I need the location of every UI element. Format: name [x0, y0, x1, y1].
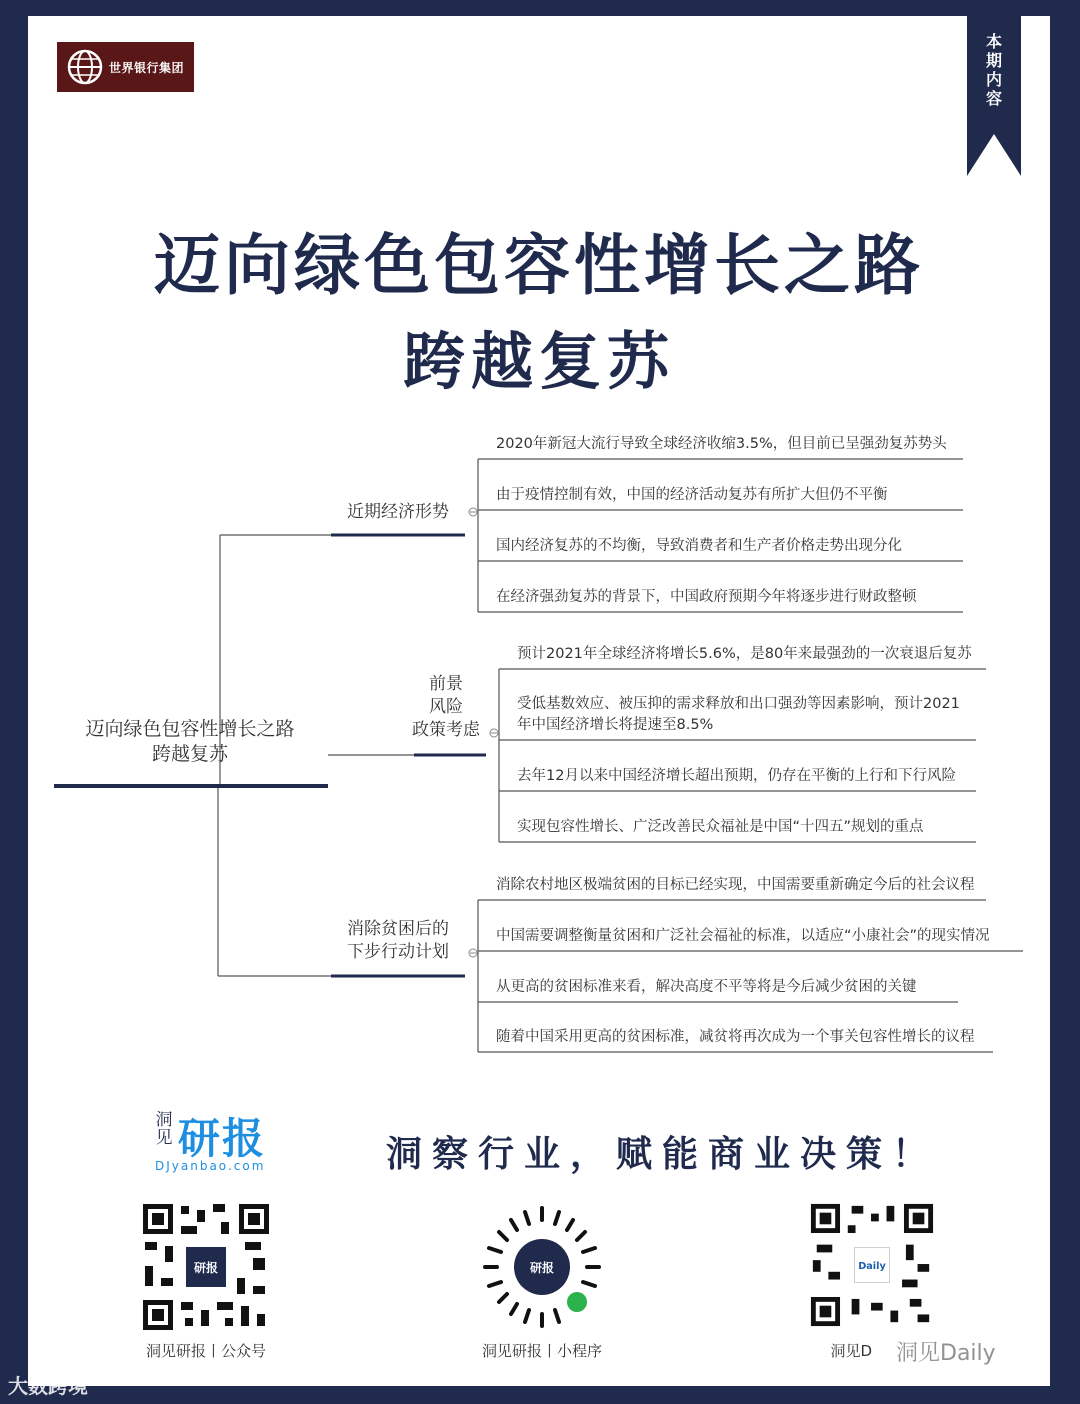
- qr-label: 洞见研报丨小程序: [481, 1342, 602, 1360]
- qr-center-text: 研报: [529, 1261, 555, 1275]
- mindmap-root: [66, 717, 314, 767]
- qr-code-icon[interactable]: [141, 1202, 271, 1332]
- bookmark-char: 期: [985, 51, 1002, 70]
- qr-label: 洞见研报丨公众号: [145, 1342, 266, 1360]
- list-item-line: 受低基数效应、被压抑的需求释放和出口强劲等因素影响，预计2021: [517, 696, 960, 712]
- qr-center-text: 研报: [193, 1261, 219, 1275]
- root-line: 迈向绿色包容性增长之路: [85, 718, 295, 740]
- list-item: 在经济强劲复苏的背景下，中国政府预期今年将逐步进行财政整顿: [496, 589, 917, 605]
- list-item: 2020年新冠大流行导致全球经济收缩3.5%，但目前已呈强劲复苏势头: [496, 436, 947, 452]
- qr-center-text: Daily: [858, 1260, 886, 1272]
- branch-outlook: [396, 673, 496, 742]
- list-item: 实现包容性增长、广泛改善民众福祉是中国“十四五”规划的重点: [517, 819, 924, 835]
- brand-url[interactable]: DJyanbao.com: [155, 1159, 266, 1173]
- branch-label: 前景: [429, 674, 463, 694]
- mini-program-code-icon[interactable]: [477, 1202, 607, 1332]
- list-item-line: 年中国经济增长将提速至8.5%: [517, 717, 714, 733]
- watermark-right: 洞见Daily: [896, 1341, 996, 1366]
- branch-label: 下步行动计划: [347, 942, 449, 962]
- brand-small-text: 洞见: [155, 1110, 173, 1148]
- list-item: 预计2021年全球经济将增长5.6%，是80年来最强劲的一次衰退后复苏: [517, 646, 972, 662]
- poster-page: [28, 16, 1050, 1386]
- list-item: 去年12月以来中国经济增长超出预期，仍存在平衡的上行和下行风险: [517, 768, 956, 784]
- list-item: 从更高的贫困标准来看，解决高度不平等将是今后减少贫困的关键: [496, 979, 917, 995]
- bookmark-char: 本: [985, 32, 1002, 51]
- root-line: 跨越复苏: [151, 743, 228, 765]
- branch-label: 近期经济形势: [347, 502, 449, 522]
- watermark-left: 大数跨境: [8, 1374, 88, 1398]
- list-item: 消除农村地区极端贫困的目标已经实现，中国需要重新确定今后的社会议程: [496, 877, 975, 893]
- branch-label: 消除贫困后的: [347, 919, 449, 939]
- brand-logo-text: 研报: [178, 1114, 267, 1163]
- page-title: 迈向绿色包容性增长之路: [154, 227, 924, 304]
- list-item: [517, 694, 960, 736]
- bookmark-char: 容: [985, 89, 1002, 108]
- list-item: 随着中国采用更高的贫困标准，减贫将再次成为一个事关包容性增长的议程: [496, 1029, 975, 1045]
- slogan: 洞察行业，赋能商业决策！: [386, 1134, 939, 1175]
- branch-recent-economy: [331, 501, 465, 524]
- list-item: 中国需要调整衡量贫困和广泛社会福祉的标准，以适应“小康社会”的现实情况: [496, 928, 990, 944]
- page-subtitle: 跨越复苏: [402, 325, 675, 398]
- logo-text: 世界银行集团: [109, 60, 185, 75]
- list-item: 由于疫情控制有效，中国的经济活动复苏有所扩大但仍不平衡: [496, 487, 888, 503]
- bookmark-char: 内: [985, 70, 1002, 89]
- list-item: 国内经济复苏的不均衡，导致消费者和生产者价格走势出现分化: [496, 538, 902, 554]
- branch-post-poverty: [331, 918, 465, 964]
- branch-label: 政策考虑: [412, 720, 480, 740]
- qr-label: 洞见D: [830, 1342, 872, 1360]
- qr-code-icon[interactable]: [809, 1202, 935, 1328]
- branch-label: 风险: [429, 697, 463, 717]
